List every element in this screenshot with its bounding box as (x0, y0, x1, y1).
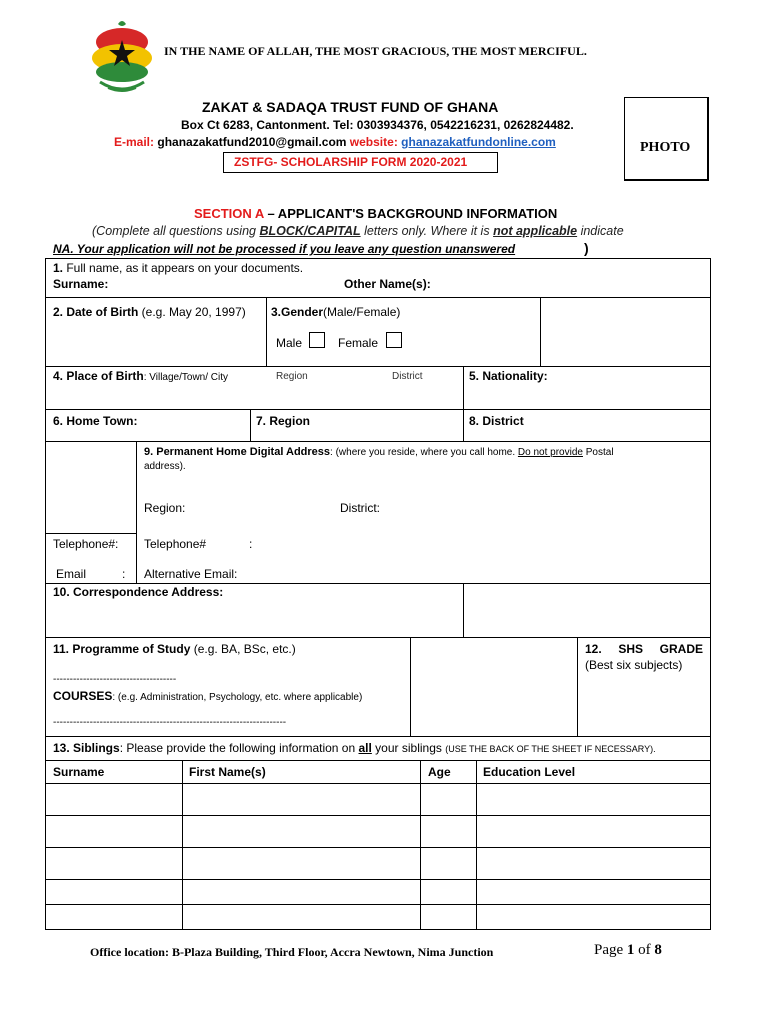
row-divider (45, 297, 711, 298)
row-divider (45, 847, 711, 848)
section-a-subtitle: – APPLICANT'S BACKGROUND INFORMATION (263, 206, 558, 221)
q12-shs-grade[interactable]: 12. SHS GRADE (585, 642, 703, 656)
q13-siblings: 13. Siblings: Please provide the following information on all your siblings (USE THE BACK OF THE SHEET IF NECESSARY). (53, 741, 656, 755)
surname-label[interactable]: Surname: (53, 277, 109, 291)
email-colon: : (122, 567, 126, 581)
q5-nationality[interactable]: 5. Nationality: (469, 369, 548, 383)
q9-hint-continued: address). (144, 461, 186, 472)
q2-date-of-birth[interactable]: 2. Date of Birth (e.g. May 20, 1997) (53, 305, 246, 319)
organization-logo (88, 18, 156, 94)
col-divider (540, 297, 541, 367)
q4-district: District (392, 371, 423, 382)
row-divider (45, 441, 711, 442)
col-divider (250, 409, 251, 442)
col-divider (577, 637, 578, 737)
telephone-label-left: Telephone#: (53, 537, 119, 551)
row-divider (45, 409, 711, 410)
row-divider (45, 736, 711, 737)
row-divider (45, 366, 711, 367)
bismillah-text: IN THE NAME OF ALLAH, THE MOST GRACIOUS, THE MOST MERCIFUL. (164, 44, 587, 58)
q4-region: Region (276, 371, 308, 382)
instructions-line-1: (Complete all questions using BLOCK/CAPITAL letters only. Where it is not applicable indicate (92, 224, 624, 238)
instructions-close: ) (584, 240, 589, 256)
photo-box[interactable] (624, 97, 709, 181)
col-divider (136, 441, 137, 584)
col-age-header: Age (428, 765, 451, 779)
row-divider (45, 904, 711, 905)
q6-home-town[interactable]: 6. Home Town: (53, 414, 138, 428)
col-education-header: Education Level (483, 765, 576, 779)
telephone-label-right[interactable]: Telephone# (144, 537, 207, 551)
col-first-names-header: First Name(s) (189, 765, 266, 779)
q11-dashes: ------------------------------------- (53, 674, 177, 685)
contact-line (114, 135, 556, 149)
email-value: ghanazakatfund2010@gmail.com (157, 135, 347, 149)
row-divider (45, 637, 711, 638)
row-divider (45, 815, 711, 816)
other-names-label[interactable]: Other Name(s): (344, 277, 431, 291)
col-divider (266, 297, 267, 367)
col-divider (463, 583, 464, 638)
q9-region[interactable]: Region: (144, 501, 186, 515)
q8-district[interactable]: 8. District (469, 414, 524, 428)
col-divider (463, 366, 464, 442)
row-divider (45, 533, 137, 534)
row-divider (45, 760, 711, 761)
q3-gender: 3.Gender(Male/Female) (271, 305, 401, 319)
q10-correspondence-address[interactable]: 10. Correspondence Address: (53, 585, 224, 599)
page-number: Page 1 of 8 (594, 942, 662, 958)
instructions-line-2: NA. Your application will not be processed if you leave any question unanswered (53, 242, 516, 256)
q7-region[interactable]: 7. Region (256, 414, 311, 428)
photo-label: PHOTO (640, 140, 691, 155)
q1-full-name: 1. Full name, as it appears on your documents. (53, 261, 304, 275)
col-surname-header: Surname (53, 765, 105, 779)
q9-digital-address[interactable]: 9. Permanent Home Digital Address: (where you reside, where you call home. Do not provide Postal (144, 446, 614, 458)
website-label: website: (349, 135, 398, 149)
courses-field[interactable]: COURSES: (e.g. Administration, Psychology, etc. where applicable) (53, 689, 363, 703)
email-label[interactable]: Email (56, 567, 87, 581)
row-divider (45, 783, 711, 784)
courses-dashes: ---------------------------------------------------------------------- (53, 717, 287, 728)
form-right-border (710, 258, 711, 930)
alt-email-label[interactable]: Alternative Email: (144, 567, 238, 581)
q9-district[interactable]: District: (340, 501, 380, 515)
male-checkbox[interactable] (309, 332, 325, 348)
col-divider (410, 637, 411, 737)
q11-programme[interactable]: 11. Programme of Study (e.g. BA, BSc, etc.) (53, 642, 296, 656)
female-checkbox[interactable] (386, 332, 402, 348)
organization-name: ZAKAT & SADAQA TRUST FUND OF GHANA (202, 99, 499, 115)
telephone-colon: : (249, 537, 253, 551)
address-line: Box Ct 6283, Cantonment. Tel: 0303934376, 0542216231, 0262824482. (181, 118, 574, 132)
section-a-label: SECTION A (194, 206, 264, 221)
female-label: Female (338, 336, 379, 350)
male-label: Male (276, 336, 303, 350)
form-bottom-border (45, 929, 711, 930)
row-divider (45, 583, 711, 584)
form-top-border (45, 258, 711, 259)
email-label: E-mail: (114, 135, 155, 149)
website-link[interactable]: ghanazakatfundonline.com (401, 135, 556, 149)
row-divider (45, 879, 711, 880)
q4-place-of-birth[interactable]: 4. Place of Birth: Village/Town/ City (53, 369, 228, 383)
office-location: Office location: B-Plaza Building, Third Floor, Accra Newtown, Nima Junction (90, 945, 494, 959)
q12-hint: (Best six subjects) (585, 658, 683, 672)
form-title: ZSTFG- SCHOLARSHIP FORM 2020-2021 (234, 155, 468, 169)
section-a-title (194, 206, 557, 221)
form-left-border (45, 258, 46, 930)
